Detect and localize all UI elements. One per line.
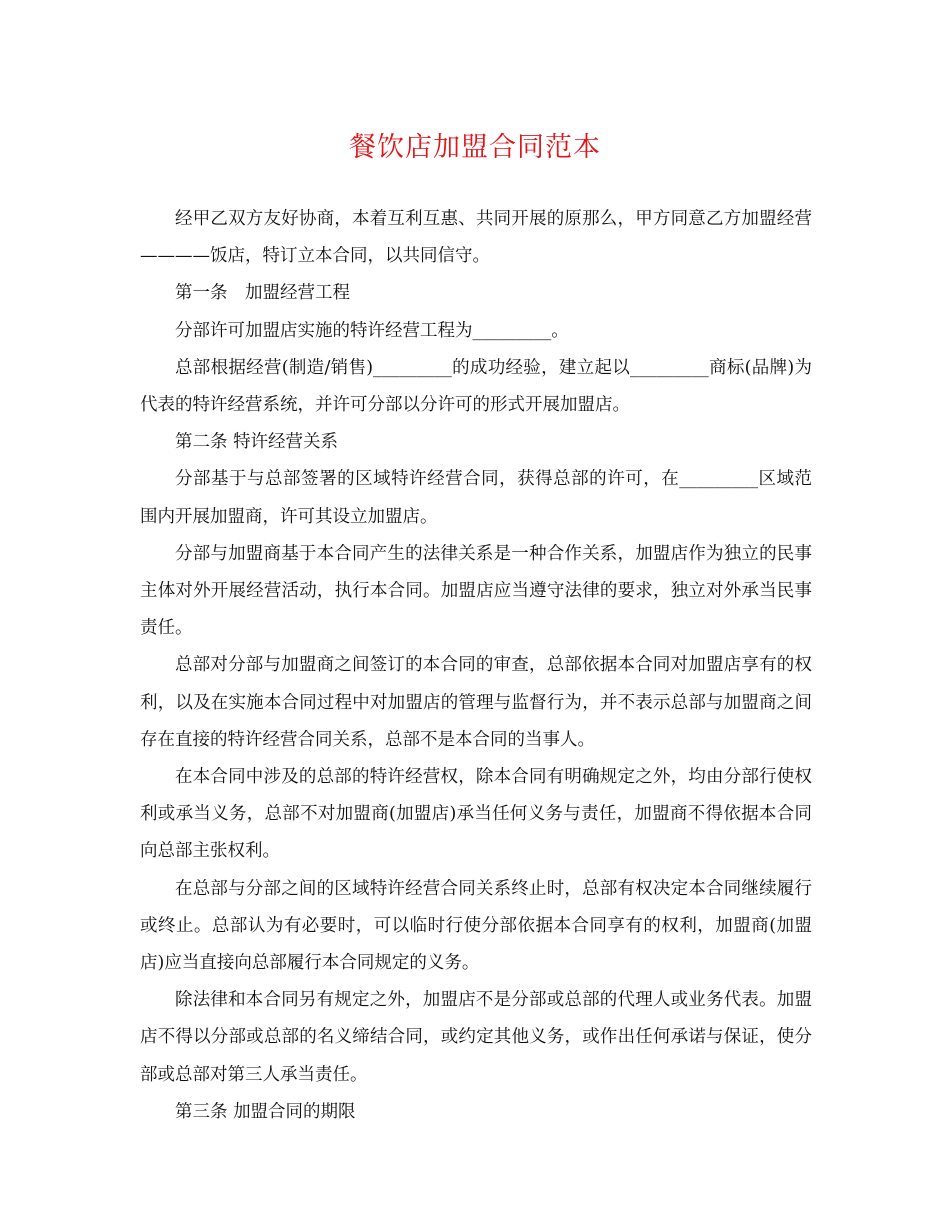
paragraph: 总部对分部与加盟商之间签订的本合同的审查，总部依据本合同对加盟店享有的权利，以及在实施本合同过程中对加盟店的管理与监督行为，并不表示总部与加盟商之间存在直接的特许经营合同关系，总部不是本合同的当事人。 — [140, 655, 812, 750]
article-3-heading: 第三条 加盟合同的期限 — [175, 1101, 356, 1122]
paragraph: 分部基于与总部签署的区域特许经营合同，获得总部的许可，在_________区域范围内开展加盟商，许可其设立加盟店。 — [140, 469, 812, 527]
article-1-heading: 第一条 加盟经营工程 — [175, 283, 350, 304]
paragraph: 分部与加盟商基于本合同产生的法律关系是一种合作关系，加盟店作为独立的民事主体对外开展经营活动，执行本合同。加盟店应当遵守法律的要求，独立对外承当民事责任。 — [140, 543, 812, 639]
paragraph-preamble: 经甲乙双方友好协商，本着互利互惠、共同开展的原那么，甲方同意乙方加盟经营————饭店，特订立本合同，以共同信守。 — [140, 209, 812, 267]
document-title: 餐饮店加盟合同范本 — [349, 132, 601, 163]
paragraph: 在本合同中涉及的总部的特许经营权，除本合同有明确规定之外，均由分部行使权利或承当义务，总部不对加盟商(加盟店)承当任何义务与责任，加盟商不得依据本合同向总部主张权利。 — [140, 767, 812, 862]
article-2-heading: 第二条 特许经营关系 — [175, 432, 339, 453]
paragraph: 除法律和本合同另有规定之外，加盟店不是分部或总部的代理人或业务代表。加盟店不得以分部或总部的名义缔结合同，或约定其他义务，或作出任何承诺与保证，使分部或总部对第三人承当责任。 — [140, 990, 812, 1085]
paragraph: 总部根据经营(制造/销售)_________的成功经验，建立起以_________商标(品牌)为代表的特许经营系统，并许可分部以分许可的形式开展加盟店。 — [140, 357, 812, 416]
paragraph: 在总部与分部之间的区域特许经营合同关系终止时，总部有权决定本合同继续履行或终止。总部认为有必要时，可以临时行使分部依据本合同享有的权利，加盟商(加盟店)应当直接向总部履行本合同规定的义务。 — [140, 878, 812, 974]
document-body — [140, 201, 812, 1131]
paragraph: 分部许可加盟店实施的特许经营工程为_________。 — [175, 320, 569, 341]
